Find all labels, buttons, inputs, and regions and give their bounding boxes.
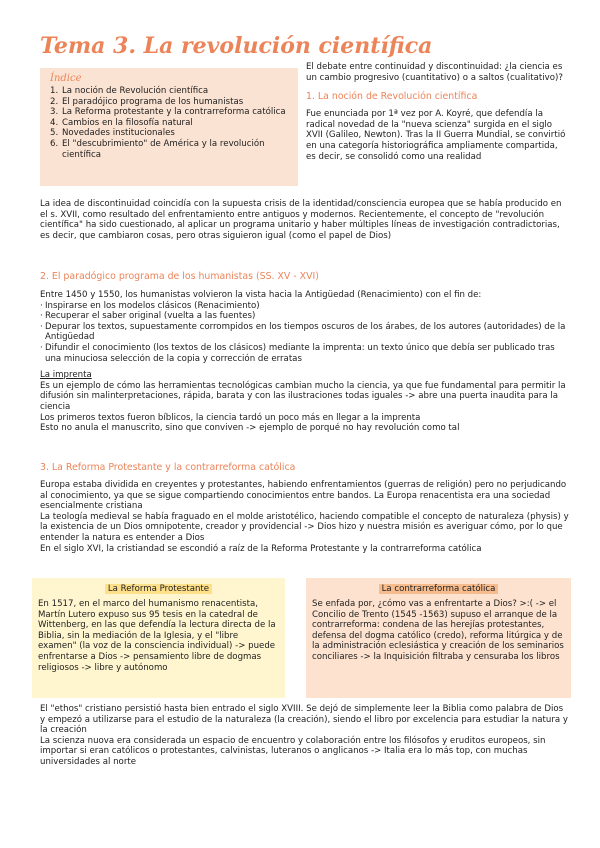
reforma-protestante-text: En 1517, en el marco del humanismo renacentista, Martín Lutero expuso sus 95 tesis en la catedral de Wittenberg, en las que defendía la lectura directa de la Biblia, sin la mediación de la Iglesia, y el "libre examen" (la voz de la consciencia individual) -> puede enfrentarse a Dios -> pensamiento libre de dogmas religiosos -> libre y autónomo xyxy=(38,599,276,673)
imprenta-text-3: Esto no anula el manuscrito, sino que conviven -> ejemplo de porqué no hay revolución como tal xyxy=(40,423,460,434)
section-3-para-1: Europa estaba dividida en creyentes y protestantes, habiendo enfrentamientos (guerras de religión) pero no perjudicando al conocimiento, ya que se sigue compartiendo conocimientos entre bandos. La Europa renacentista era una sociedad esencialmente cristiana xyxy=(40,480,567,512)
section-1-heading: 1. La noción de Revolución científica xyxy=(306,91,478,103)
index-list xyxy=(50,86,288,160)
reforma-protestante-title: La Reforma Protestante xyxy=(105,584,212,594)
section-3-body xyxy=(40,480,570,554)
imprenta-text-2: Los primeros textos fueron bíblicos, la ciencia tardó un poco más en llegar a la imprenta xyxy=(40,412,421,423)
index-heading: Índice xyxy=(50,73,82,84)
imprenta-text: Es un ejemplo de cómo las herramientas tecnológicas cambian mucho la ciencia, ya que fue fundamental para permitir la difusión sin malinterpretaciones, rápida, barata y con las ilustraciones todas iguales -> abre una puerta inaudita para la ciencia xyxy=(40,380,566,412)
closing-para-1: El "ethos" cristiano persistió hasta bien entrado el siglo XVIII. Se dejó de simplemente leer la Biblia como palabra de Dios y empezó a utilizarse para el estudio de la naturaleza (la creación), siendo el libro por excelencia para estudiar la natura y la creación xyxy=(40,704,568,736)
page-title: Tema 3. La revolución científica xyxy=(40,33,433,59)
list-item: · Difundir el conocimiento (los textos de los clásicos) mediante la imprenta: un texto único que debía ser publicado tras una minuciosa selección de la copia y corrección de erratas xyxy=(40,342,555,364)
contrarreforma-panel xyxy=(306,578,571,698)
index-item: 6. El "descubrimiento" de América y la revolución científica xyxy=(50,138,265,160)
index-item: 4. Cambios en la filosofía natural xyxy=(50,117,193,128)
list-item: · Depurar los textos, supuestamente corrompidos en los tiempos oscuros de los árabes, de los autores (autoridades) de la Antigüedad xyxy=(40,321,566,343)
reforma-protestante-panel xyxy=(32,578,285,698)
index-item: 2. El paradójico programa de los humanistas xyxy=(50,96,244,107)
contrarreforma-title: La contrarreforma católica xyxy=(379,584,499,594)
index-item: 3. La Reforma protestante y la contrarreforma católica xyxy=(50,107,286,118)
index-item: 1. La noción de Revolución científica xyxy=(50,86,209,96)
debate-intro: El debate entre continuidad y discontinuidad: ¿la ciencia es un cambio progresivo (cuantitativo) o a saltos (cualitativo)? xyxy=(306,62,563,83)
section-3-para-2: La teología medieval se había fraguado en el molde aristotélico, haciendo compatible el concepto de naturaleza (physis) y la existencia de un Dios omnipotente, creador y providencial -> Dios hizo y nuestra misión es averiguar cómo, por lo que entender la natura es entender a Dios xyxy=(40,511,569,543)
right-column xyxy=(306,62,568,162)
section-3-para-3: En el siglo XVI, la cristiandad se escondió a raíz de la Reforma Protestante y la contrarreforma católica xyxy=(40,543,482,554)
section-1-para: Fue enunciada por 1ª vez por A. Koyré, que defendía la radical novedad de la "nueva scienza" surgida en el siglo XVII (Galileo, Newton). Tras la II Guerra Mundial, se convirtió en una categoría historiográfica ampliamente compartida, es decir, se consolidó como una realidad xyxy=(306,109,566,162)
section-2-body xyxy=(40,290,570,434)
index-box xyxy=(40,68,298,186)
section-2-intro: Entre 1450 y 1550, los humanistas volvieron la vista hacia la Antigüedad (Renacimiento) con el fin de: xyxy=(40,290,482,300)
closing-section xyxy=(40,704,570,768)
closing-para-2: La scienza nuova era considerada un espacio de encuentro y colaboración entre los filósofos y eruditos europeos, sin importar si eran católicos o protestantes, calvinistas, luteranos o anglicanos -> Italia era lo más top, con muchas universidades al norte xyxy=(40,735,546,767)
section-3-heading: 3. La Reforma Protestante y la contrarreforma católica xyxy=(40,462,296,473)
index-item: 5. Novedades institucionales xyxy=(50,128,175,139)
section-2-heading: 2. El paradógico programa de los humanistas (SS. XV - XVI) xyxy=(40,271,319,282)
section-2-list xyxy=(40,301,570,365)
imprenta-heading: La imprenta xyxy=(40,370,92,381)
list-item: · Recuperar el saber original (vuelta a las fuentes) xyxy=(40,311,256,322)
list-item: · Inspirarse en los modelos clásicos (Renacimiento) xyxy=(40,300,260,311)
section-1-continuation: La idea de discontinuidad coincidía con la supuesta crisis de la identidad/consciencia europea que se había producido en el s. XVII, como resultado del enfrentamiento entre antiguos y modernos. Recientemente, el concepto de "revolución científica" ha sido cuestionado, al aplicar un programa unitario y haber múltiples líneas de investigación contradictorias, es decir, que cambiaron cosas, pero otras siguieron igual (como el papel de Dios) xyxy=(40,199,562,241)
contrarreforma-text: Se enfada por, ¿cómo vas a enfrentarte a Dios? >:( -> el Concilio de Trento (1545 -1563) supuso el arranque de la contrarreforma: condena de las herejías protestantes, defensa del dogma católico (credo), reforma litúrgica y de la administración eclesiástica y creación de los seminarios conciliares -> la Inquisición filtraba y censuraba los libros xyxy=(312,599,564,662)
